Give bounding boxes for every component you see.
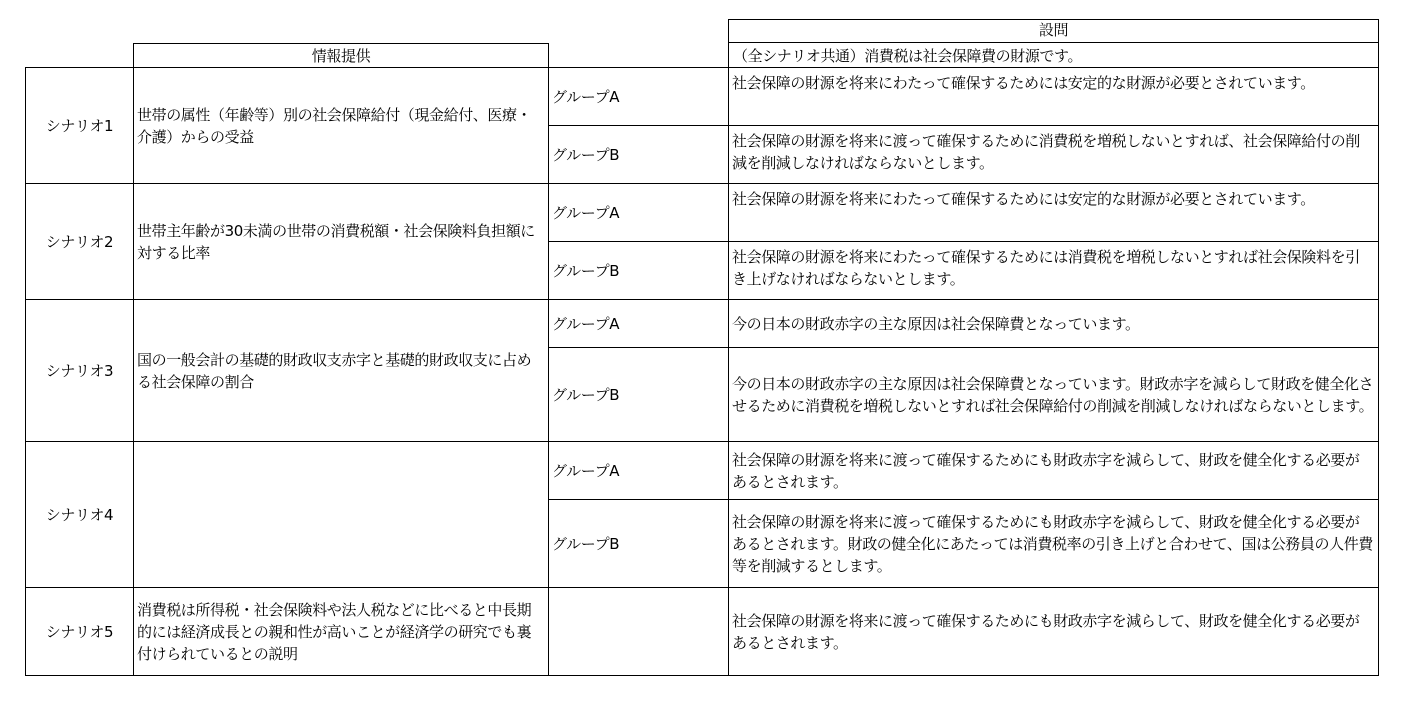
question-5: 社会保障の財源を将来に渡って確保するためにも財政赤字を減らして、財政を健全化する必要があるとされます。 [728, 587, 1379, 676]
info-title: 情報提供 [311, 47, 371, 65]
scenario-info-5: 消費税は所得税・社会保険料や法人税などに比べると中長期的には経済成長との親和性が高いことが経済学の研究でも裏付けられているとの説明 [133, 587, 549, 676]
question-4a: 社会保障の財源を将来に渡って確保するためにも財政赤字を減らして、財政を健全化する必要があるとされます。 [728, 441, 1379, 500]
question-1a: 社会保障の財源を将来にわたって確保するためには安定的な財源が必要とされています。 [728, 67, 1379, 126]
group-label-2b: グループB [548, 241, 729, 300]
question-3b: 今の日本の財政赤字の主な原因は社会保障費となっています。財政赤字を減らして財政を健全化させるために消費税を増税しないとすれば社会保障給付の削減を削減しなければならないとします。 [728, 347, 1379, 442]
question-1b: 社会保障の財源を将来に渡って確保するために消費税を増税しないとすれば、社会保障給付の削減を削減しなければならないとします。 [728, 125, 1379, 184]
scenario-info-3: 国の一般会計の基礎的財政収支赤字と基礎的財政収支に占める社会保障の割合 [133, 299, 549, 442]
group-label-1a: グループA [548, 67, 729, 126]
group-label-2a: グループA [548, 183, 729, 242]
group-label-1b: グループB [548, 125, 729, 184]
info-header [133, 43, 549, 68]
scenario-name-4: シナリオ4 [25, 441, 134, 588]
question-4b: 社会保障の財源を将来に渡って確保するためにも財政赤字を減らして、財政を健全化する必要があるとされます。財政の健全化にあたっては消費税率の引き上げと合わせて、国は公務員の人件費等を削減するとします。 [728, 499, 1379, 588]
scenario-name-1: シナリオ1 [25, 67, 134, 184]
group-label-4b: グループB [548, 499, 729, 588]
group-label-3b: グループB [548, 347, 729, 442]
question-title: 設問 [1038, 21, 1069, 39]
scenario-info-4 [133, 441, 549, 588]
scenario-name-5: シナリオ5 [25, 587, 134, 676]
common-question: （全シナリオ共通）消費税は社会保障費の財源です。 [728, 43, 1379, 68]
scenario-info-2: 世帯主年齢が30未満の世帯の消費税額・社会保険料負担額に対する比率 [133, 183, 549, 300]
scenario-info-1: 世帯の属性（年齢等）別の社会保障給付（現金給付、医療・介護）からの受益 [133, 67, 549, 184]
question-3a: 今の日本の財政赤字の主な原因は社会保障費となっています。 [728, 299, 1379, 348]
group-label-3a: グループA [548, 299, 729, 348]
group-label-4a: グループA [548, 441, 729, 500]
scenario-name-2: シナリオ2 [25, 183, 134, 300]
question-header [728, 19, 1379, 43]
question-2b: 社会保障の財源を将来にわたって確保するためには消費税を増税しないとすれば社会保険料を引き上げなければならないとします。 [728, 241, 1379, 300]
group-label-5 [548, 587, 729, 676]
scenario-name-3: シナリオ3 [25, 299, 134, 442]
question-2a: 社会保障の財源を将来にわたって確保するためには安定的な財源が必要とされています。 [728, 183, 1379, 242]
